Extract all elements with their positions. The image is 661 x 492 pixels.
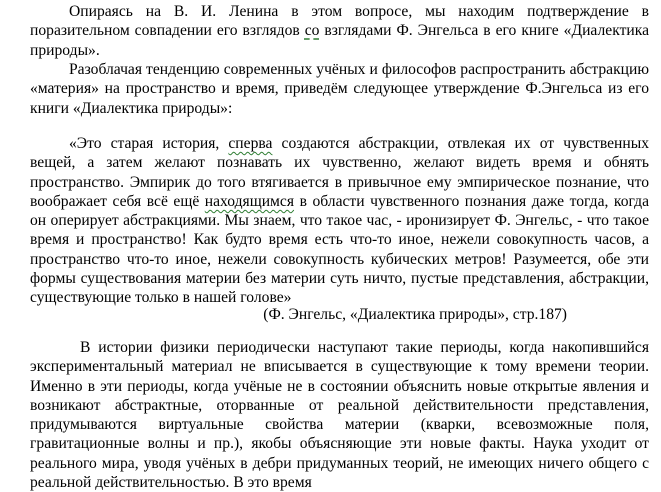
paragraph-physics-history: В истории физики периодически наступают такие периоды, когда накопившийся экспериментальный материал не вписывается в существующие к тому времени теории. Именно в эти периоды, когда учёные не в состоянии объяснить новые открытые явления и возникают абстрактные, оторванные от реальной действительности представления, придумываются виртуальные свойства материи (кварки, всевозможные поля, гравитационные волны и пр.), якобы объясняющие эти новые факты. Наука уходит от реального мира, уводя учёных в дебри придуманных теорий, не имеющих ничего общего с реальной действительностью. В это время — [30, 339, 649, 492]
paragraph-exposure: Разоблачая тенденцию современных учёных и философов распространить абстракцию «материя» на пространство и время, приведём следующее утверждение Ф.Энгельса из его книги «Диалектика природы»: — [30, 61, 649, 117]
paragraph-intro-text-a: Опираясь на В. И. Ленина в этом вопросе, мы находим подтверждение в поразительном совпадении его взглядов — [30, 3, 649, 40]
engels-quote-text-c: в области чувственного познания даже тогда, когда он оперирует абстракциями. Мы знаем, что такое час, - иронизирует Ф. Энгельс, - что такое время и пространство! Как будто время есть что-то иное, нежели совокупность часов, а пространство что-то иное, нежели совокупность кубических метров! Разумеется, обе эти формы существования материи без материи суть ничто, пустые представления, абстракции, существующие только в нашей голове» — [30, 192, 649, 307]
engels-quote-text-b: создаются абстракции, отвлекая их от чувственных вещей, а затем желают познавать их чувственно, желают видеть время и обнять пространство. Эмпирик до того втягивается в привычное ему эмпирическое познание, что воображает себя всё ещё — [30, 135, 649, 210]
engels-quote — [30, 134, 649, 308]
spell-flag-sperva: сперва — [228, 135, 273, 152]
spell-flag-nahodyashchimsya: находящимся — [204, 192, 295, 210]
paragraph-intro — [30, 2, 649, 60]
quote-citation: (Ф. Энгельс, «Диалектика природы», стр.187) — [263, 306, 567, 323]
spell-flag-so: со — [304, 22, 320, 40]
engels-quote-text-a: «Это старая история, — [69, 135, 229, 152]
paragraph-intro-text-b: взглядами Ф. Энгельса в его книге «Диалектика природы». — [30, 22, 649, 59]
